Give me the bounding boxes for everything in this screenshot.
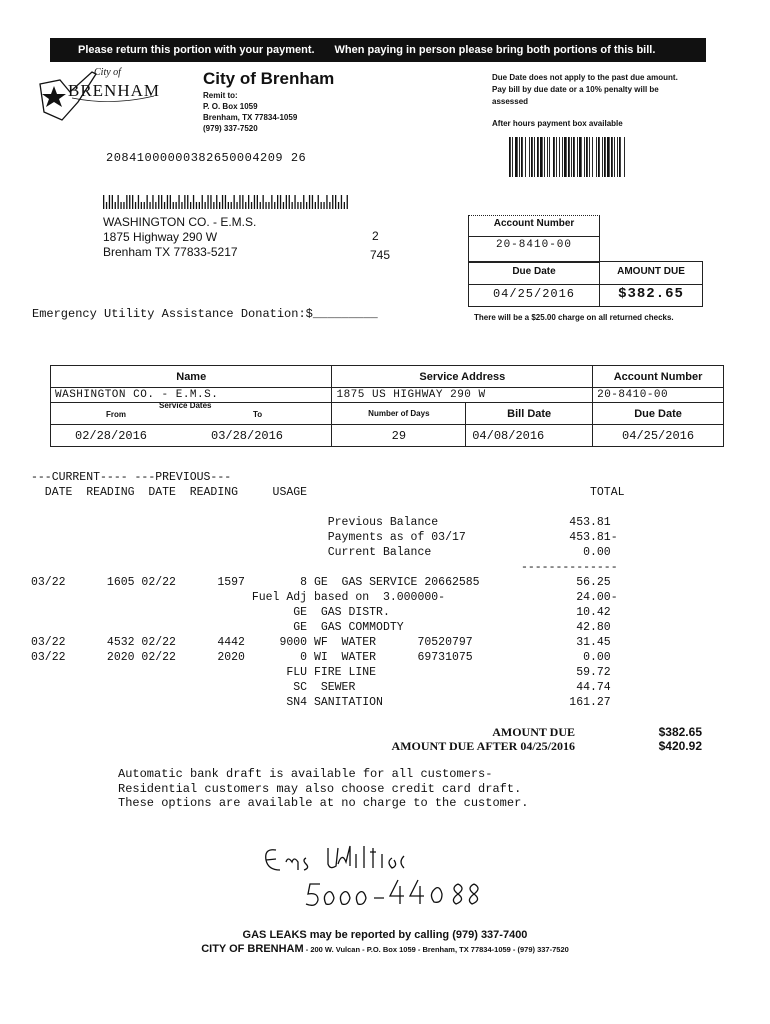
to-date: 03/28/2016 xyxy=(211,429,284,443)
service-dates-label: Service Dates xyxy=(159,401,212,410)
remit-line: (979) 337-7520 xyxy=(203,124,258,133)
customer-address-line: 1875 Highway 290 W xyxy=(103,230,218,244)
returned-check-notice: There will be a $25.00 charge on all returned checks. xyxy=(474,313,674,322)
remit-line: Brenham, TX 77834-1059 xyxy=(203,113,298,122)
return-banner xyxy=(50,38,706,62)
service-address-header: Service Address xyxy=(332,366,593,388)
account-number-label: Account Number xyxy=(493,218,575,229)
amount-due-after-value: $420.92 xyxy=(658,739,702,753)
due-date-header: Due Date xyxy=(593,403,724,425)
due-date-value: 04/25/2016 xyxy=(492,287,575,301)
service-address-value: 1875 US HIGHWAY 290 W xyxy=(332,388,593,403)
account-number-box xyxy=(468,215,600,263)
from-label: From xyxy=(106,410,126,419)
amount-due-label: AMOUNT DUE xyxy=(617,266,685,277)
footer-city: CITY OF BRENHAM xyxy=(201,943,304,955)
bill-date-value: 04/08/2016 xyxy=(466,425,593,447)
donation-line: Emergency Utility Assistance Donation:$_________ xyxy=(32,307,378,321)
days-header: Number of Days xyxy=(332,403,466,425)
customer-code-2: 745 xyxy=(370,248,391,262)
from-date: 02/28/2016 xyxy=(75,429,148,443)
footer-detail: - 200 W. Vulcan - P.O. Box 1059 - Brenham, TX 77834-1059 - (979) 337-7520 xyxy=(303,945,569,954)
bank-draft-notes: Automatic bank draft is available for all customers- Residential customers may also choose credit card draft. These options are available at no charge to the customer. xyxy=(118,767,529,810)
totals-values xyxy=(620,725,702,753)
service-dates-values xyxy=(51,425,332,447)
totals-labels xyxy=(340,725,575,753)
amount-due-total-value: $382.65 xyxy=(658,725,702,739)
customer-code-1: 2 xyxy=(372,229,379,243)
name-value: WASHINGTON CO. - E.M.S. xyxy=(51,388,332,403)
account-number-header: Account Number xyxy=(593,366,724,388)
gas-leak-notice: GAS LEAKS may be reported by calling (979) 337-7400 xyxy=(242,929,528,941)
svg-text:BRENHAM: BRENHAM xyxy=(68,81,161,100)
service-info-table xyxy=(50,365,724,447)
amount-due-total-label: AMOUNT DUE xyxy=(492,725,575,739)
after-hours-notice: After hours payment box available xyxy=(492,119,623,128)
postal-barcode xyxy=(103,195,349,209)
customer-address-line: WASHINGTON CO. - E.M.S. xyxy=(103,215,257,229)
footer-address xyxy=(0,943,770,955)
due-date-label: Due Date xyxy=(512,266,556,277)
bill-date-header: Bill Date xyxy=(466,403,593,425)
usage-detail: ---CURRENT---- ---PREVIOUS--- DATE READING DATE READING USAGE TOTAL Previous Balance 453.81 Payments as of 03/17 453.81- Current Balance 0.00 -------------- 03/22 1605 02/22 1597 8 GE GAS SERVICE 20662585 56.25 Fuel Adj based on 3.000000- 24.00- GE GAS DISTR. 10.42 GE GAS COMMODTY 42.80 03/22 4532 02/22 4442 9000 WF WATER 70520797 31.45 03/22 2020 02/22 2020 0 WI WATER 69731075 0.00 FLU FIRE LINE 59.72 SC SEWER 44.74 SN4 SANITATION 161.27 xyxy=(31,471,625,709)
customer-address-line: Brenham TX 77833-5217 xyxy=(103,245,238,259)
name-header: Name xyxy=(51,366,332,388)
payment-barcode xyxy=(509,137,653,177)
due-date-cell: 04/25/2016 xyxy=(593,425,724,447)
due-date-notice: Due Date does not apply to the past due amount. Pay bill by due date or a 10% penalty will be assessed xyxy=(492,73,678,106)
city-of-brenham-logo xyxy=(32,62,162,132)
handwritten-note xyxy=(258,840,498,920)
customer-address xyxy=(103,215,256,260)
remit-city-name: City of Brenham xyxy=(203,69,335,88)
amount-due-value: $382.65 xyxy=(618,286,684,302)
account-number-value: 20-8410-00 xyxy=(495,239,572,251)
account-number-cell: 20-8410-00 xyxy=(593,388,724,403)
svg-text:City of: City of xyxy=(94,67,121,78)
remit-address xyxy=(203,90,297,134)
banner-left-text: Please return this portion with your payment. xyxy=(78,44,315,56)
due-amount-box xyxy=(468,261,703,307)
service-dates-header xyxy=(51,403,332,425)
to-label: To xyxy=(253,410,263,419)
banner-right-text: When paying in person please bring both portions of this bill. xyxy=(334,44,656,56)
scan-line: 20841000000382650004209 26 xyxy=(106,151,307,165)
remit-line: P. O. Box 1059 xyxy=(203,102,258,111)
remit-line: Remit to: xyxy=(203,91,238,100)
days-value: 29 xyxy=(332,425,466,447)
amount-due-after-label: AMOUNT DUE AFTER 04/25/2016 xyxy=(391,739,575,753)
